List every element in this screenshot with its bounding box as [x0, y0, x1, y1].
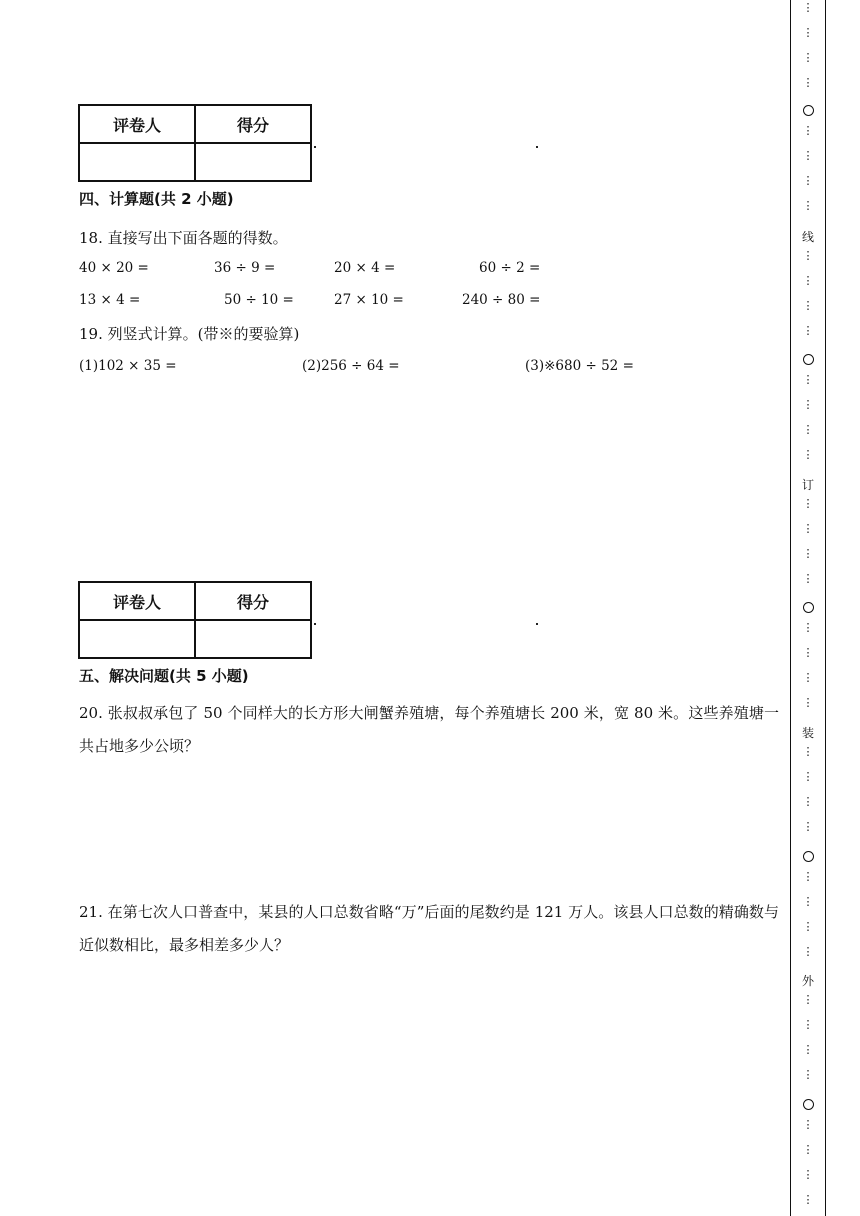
binding-dots-icon: ⋮ [802, 299, 814, 312]
arith-expr: 60 ÷ 2 = [479, 260, 541, 276]
binding-dots-icon: ⋮ [802, 324, 814, 337]
arith-expr: 20 × 4 = [334, 260, 396, 276]
binding-label: 订 [801, 478, 814, 492]
score-table-1 [78, 104, 312, 182]
binding-dots-icon: ⋮ [802, 547, 814, 560]
binding-dots-icon: ⋮ [802, 621, 814, 634]
reviewer-header: 评卷人 [79, 105, 195, 143]
reviewer-header: 评卷人 [79, 582, 195, 620]
score-cell[interactable] [195, 620, 311, 658]
binding-dots-icon: ⋮ [802, 1068, 814, 1081]
binding-circle-icon [803, 354, 814, 365]
score-header: 得分 [195, 105, 311, 143]
binding-dots-icon: ⋮ [802, 76, 814, 89]
binding-dots-icon: ⋮ [802, 795, 814, 808]
binding-dots-icon: ⋮ [802, 646, 814, 659]
section-5-title: 五、解决问题(共 5 小题) [79, 667, 249, 685]
binding-dots-icon: ⋮ [802, 1193, 814, 1206]
arith-expr: 240 ÷ 80 = [462, 292, 541, 308]
score-cell[interactable] [195, 143, 311, 181]
binding-dots-icon: ⋮ [802, 870, 814, 883]
binding-dots-icon: ⋮ [802, 26, 814, 39]
binding-dots-icon: ⋮ [802, 51, 814, 64]
arith-expr: 13 × 4 = [79, 292, 141, 308]
vertical-calc-item: (3)※680 ÷ 52 = [525, 358, 634, 374]
binding-dots-icon: ⋮ [802, 174, 814, 187]
binding-dots-icon: ⋮ [802, 522, 814, 535]
binding-dots-icon: ⋮ [802, 497, 814, 510]
binding-circle-icon [803, 1099, 814, 1110]
binding-dots-icon: ⋮ [802, 249, 814, 262]
question-19: 19. 列竖式计算。(带※的要验算) [79, 325, 300, 343]
binding-circle-icon [803, 851, 814, 862]
score-header: 得分 [195, 582, 311, 620]
binding-dots-icon: ⋮ [802, 1018, 814, 1031]
binding-dots-icon: ⋮ [802, 199, 814, 212]
binding-circle-icon [803, 105, 814, 116]
dot-mark [314, 623, 316, 625]
question-20: 20. 张叔叔承包了 50 个同样大的长方形大闸蟹养殖塘，每个养殖塘长 200 米，宽 80 米。这些养殖塘一共占地多少公顷？ [79, 704, 779, 755]
binding-dots-icon: ⋮ [802, 1043, 814, 1056]
vertical-calc-item: (2)256 ÷ 64 = [302, 358, 400, 374]
binding-dots-icon: ⋮ [802, 820, 814, 833]
binding-dots-icon: ⋮ [802, 671, 814, 684]
binding-dots-icon: ⋮ [802, 895, 814, 908]
section-4-title: 四、计算题(共 2 小题) [79, 190, 234, 208]
reviewer-cell[interactable] [79, 143, 195, 181]
binding-dots-icon: ⋮ [802, 1143, 814, 1156]
binding-dots-icon: ⋮ [802, 398, 814, 411]
binding-dots-icon: ⋮ [802, 920, 814, 933]
question-21: 21. 在第七次人口普查中，某县的人口总数省略“万”后面的尾数约是 121 万人。该县人口总数的精确数与近似数相比，最多相差多少人？ [79, 903, 779, 954]
vertical-calc-item: (1)102 × 35 = [79, 358, 177, 374]
binding-circle-icon [803, 602, 814, 613]
dot-mark [536, 623, 538, 625]
binding-label: 装 [801, 726, 814, 740]
binding-dots-icon: ⋮ [802, 448, 814, 461]
binding-dots-icon: ⋮ [802, 745, 814, 758]
dot-mark [536, 146, 538, 148]
binding-label: 线 [801, 230, 814, 244]
binding-dots-icon: ⋮ [802, 1, 814, 14]
binding-dots-icon: ⋮ [802, 572, 814, 585]
binding-dots-icon: ⋮ [802, 770, 814, 783]
binding-dots-icon: ⋮ [802, 1118, 814, 1131]
binding-label: 外 [801, 974, 814, 988]
question-18: 18. 直接写出下面各题的得数。 [79, 229, 288, 247]
binding-dots-icon: ⋮ [802, 945, 814, 958]
arith-expr: 50 ÷ 10 = [224, 292, 294, 308]
score-table-2 [78, 581, 312, 659]
arith-expr: 36 ÷ 9 = [214, 260, 276, 276]
binding-decoration [791, 0, 825, 1216]
binding-margin [790, 0, 826, 1216]
arith-expr: 27 × 10 = [334, 292, 404, 308]
arith-expr: 40 × 20 = [79, 260, 149, 276]
binding-dots-icon: ⋮ [802, 274, 814, 287]
reviewer-cell[interactable] [79, 620, 195, 658]
binding-dots-icon: ⋮ [802, 423, 814, 436]
binding-dots-icon: ⋮ [802, 124, 814, 137]
binding-dots-icon: ⋮ [802, 373, 814, 386]
dot-mark [314, 146, 316, 148]
binding-dots-icon: ⋮ [802, 149, 814, 162]
binding-dots-icon: ⋮ [802, 696, 814, 709]
binding-dots-icon: ⋮ [802, 993, 814, 1006]
binding-dots-icon: ⋮ [802, 1168, 814, 1181]
